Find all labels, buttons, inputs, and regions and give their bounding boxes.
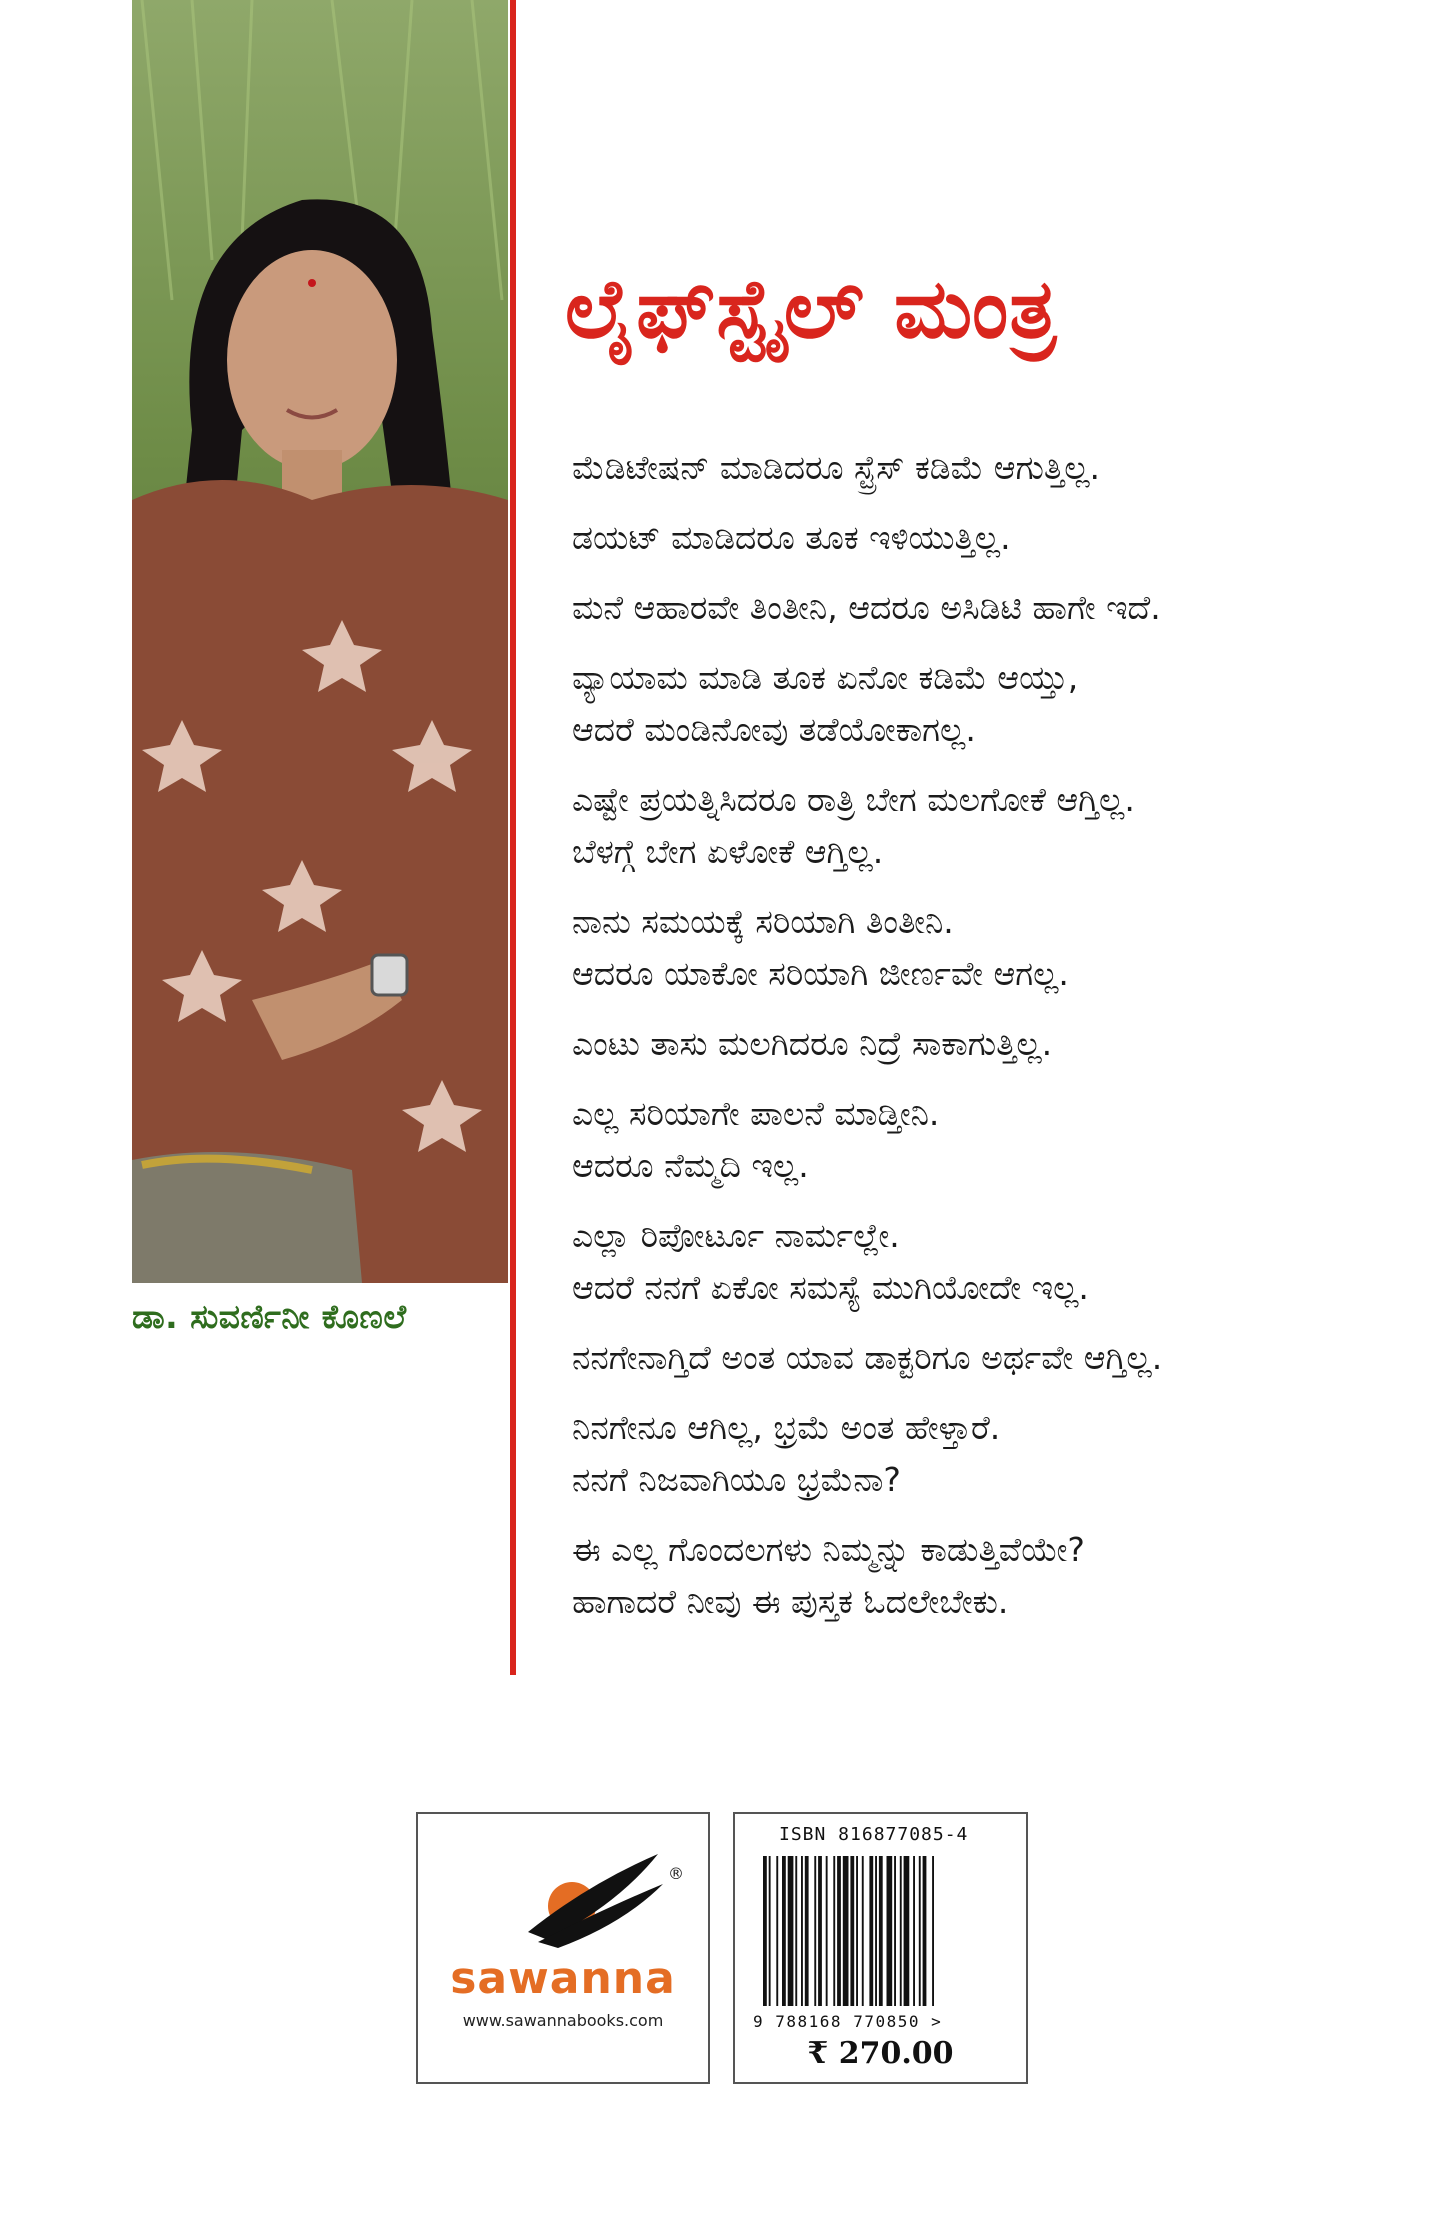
barcode-bar	[894, 1856, 896, 2006]
blurb-text	[572, 442, 1402, 1646]
stanza	[572, 582, 1402, 634]
barcode-graphic	[759, 1856, 1019, 2006]
barcode-bar	[763, 1856, 767, 2006]
blurb-line: ನಾನು ಸಮಯಕ್ಕೆ ಸರಿಯಾಗಿ ತಿಂತೀನಿ.	[572, 902, 954, 941]
barcode-bar	[913, 1856, 915, 2006]
blurb-line: ಎಷ್ಟೇ ಪ್ರಯತ್ನಿಸಿದರೂ ರಾತ್ರಿ ಬೇಗ ಮಲಗೋಕೆ ಆಗ್ತಿಲ್ಲ.	[572, 780, 1135, 819]
barcode-bar	[862, 1856, 864, 2006]
blurb-line: ನನಗೇನಾಗ್ತಿದೆ ಅಂತ ಯಾವ ಡಾಕ್ಟರಿಗೂ ಅರ್ಥವೇ ಆಗ್ತಿಲ್ಲ.	[572, 1338, 1163, 1377]
stanza	[572, 1088, 1402, 1192]
stanza	[572, 1018, 1402, 1070]
isbn-label: ISBN 816877085-4	[779, 1824, 969, 1845]
stanza	[572, 652, 1402, 756]
stanza	[572, 1332, 1402, 1384]
barcode-bar	[814, 1856, 816, 2006]
barcode-bar	[805, 1856, 809, 2006]
barcode-bar	[818, 1856, 822, 2006]
barcode-bar	[900, 1856, 902, 2006]
sunrise-bird-icon	[418, 1814, 712, 1954]
publisher-url: www.sawannabooks.com	[462, 2011, 664, 2030]
book-title: ಲೈಫ್‌ಸ್ಟೈಲ್ ಮಂತ್ರ	[565, 262, 1058, 357]
author-name: ಡಾ. ಸುವರ್ಣಿನೀ ಕೊಣಲೆ	[132, 1297, 407, 1336]
barcode-bar	[843, 1856, 849, 2006]
blurb-line: ಬೆಳಗ್ಗೆ ಬೇಗ ಏಳೋಕೆ ಆಗ್ತಿಲ್ಲ.	[572, 832, 884, 871]
barcode-bar	[869, 1856, 873, 2006]
stanza	[572, 1402, 1402, 1506]
blurb-line: ಹಾಗಾದರೆ ನೀವು ಈ ಪುಸ್ತಕ ಓದಲೇಬೇಕು.	[572, 1582, 1009, 1621]
publisher-logo-box	[416, 1812, 710, 2084]
blurb-line: ಆದರೆ ನನಗೆ ಏಕೋ ಸಮಸ್ಯೆ ಮುಗಿಯೋದೇ ಇಲ್ಲ.	[572, 1268, 1089, 1307]
barcode-bar	[837, 1856, 841, 2006]
stanza	[572, 774, 1402, 878]
barcode-bar	[769, 1856, 771, 2006]
barcode-bar	[879, 1856, 883, 2006]
barcode-bar	[782, 1856, 786, 2006]
vertical-red-rule	[510, 0, 516, 1675]
blurb-line: ಆದರೂ ಯಾಕೋ ಸರಿಯಾಗಿ ಜೀರ್ಣವೇ ಆಗಲ್ಲ.	[572, 954, 1069, 993]
blurb-line: ಮೆಡಿಟೇಷನ್ ಮಾಡಿದರೂ ಸ್ಟ್ರೆಸ್ ಕಡಿಮೆ ಆಗುತ್ತಿಲ್ಲ.	[572, 448, 1101, 487]
barcode-bar	[801, 1856, 803, 2006]
barcode-bar	[923, 1856, 927, 2006]
blurb-line: ಆದರೂ ನೆಮ್ಮದಿ ಇಲ್ಲ.	[572, 1146, 809, 1185]
publisher-name: sawanna	[450, 1953, 676, 2004]
barcode-bar	[850, 1856, 854, 2006]
stanza	[572, 512, 1402, 564]
barcode-bar	[887, 1856, 893, 2006]
barcode-bar	[776, 1856, 778, 2006]
blurb-line: ಆದರೆ ಮಂಡಿನೋವು ತಡೆಯೋಕಾಗಲ್ಲ.	[572, 710, 976, 749]
blurb-line: ಎಲ್ಲ ಸರಿಯಾಗೇ ಪಾಲನೆ ಮಾಡ್ತೀನಿ.	[572, 1094, 940, 1133]
barcode-bar	[919, 1856, 921, 2006]
stanza	[572, 442, 1402, 494]
barcode-bar	[932, 1856, 934, 2006]
blurb-line: ವ್ಯಾಯಾಮ ಮಾಡಿ ತೂಕ ಏನೋ ಕಡಿಮೆ ಆಯ್ತು,	[572, 658, 1079, 697]
barcode-bar	[875, 1856, 877, 2006]
author-photo	[132, 0, 508, 1283]
stanza	[572, 1524, 1402, 1628]
blurb-line: ನಿನಗೇನೂ ಆಗಿಲ್ಲ, ಭ್ರಮೆ ಅಂತ ಹೇಳ್ತಾರೆ.	[572, 1408, 1001, 1447]
blurb-line: ಮನೆ ಆಹಾರವೇ ತಿಂತೀನಿ, ಆದರೂ ಅಸಿಡಿಟಿ ಹಾಗೇ ಇದೆ.	[572, 588, 1161, 627]
barcode-bar	[788, 1856, 794, 2006]
barcode-bar	[795, 1856, 797, 2006]
stanza	[572, 896, 1402, 1000]
barcode-bar	[856, 1856, 858, 2006]
barcode-bar	[904, 1856, 910, 2006]
price-label: ₹ 270.00	[807, 2036, 954, 2071]
blurb-line: ನನಗೆ ನಿಜವಾಗಿಯೂ ಭ್ರಮೆನಾ?	[572, 1460, 901, 1499]
barcode-bar	[833, 1856, 835, 2006]
blurb-line: ಎಲ್ಲಾ ರಿಪೋರ್ಟೂ ನಾರ್ಮಲ್ಲೇ.	[572, 1216, 900, 1255]
blurb-line: ಎಂಟು ತಾಸು ಮಲಗಿದರೂ ನಿದ್ರೆ ಸಾಕಾಗುತ್ತಿಲ್ಲ.	[572, 1024, 1053, 1063]
barcode-bar	[826, 1856, 828, 2006]
barcode-box	[733, 1812, 1028, 2084]
stanza	[572, 1210, 1402, 1314]
registered-mark: ®	[668, 1864, 684, 1883]
blurb-line: ಈ ಎಲ್ಲ ಗೊಂದಲಗಳು ನಿಮ್ಮನ್ನು ಕಾಡುತ್ತಿವೆಯೇ?	[572, 1530, 1085, 1569]
barcode-digits: 9 788168 770850 >	[753, 2012, 943, 2031]
blurb-line: ಡಯಟ್ ಮಾಡಿದರೂ ತೂಕ ಇಳಿಯುತ್ತಿಲ್ಲ.	[572, 518, 1011, 557]
